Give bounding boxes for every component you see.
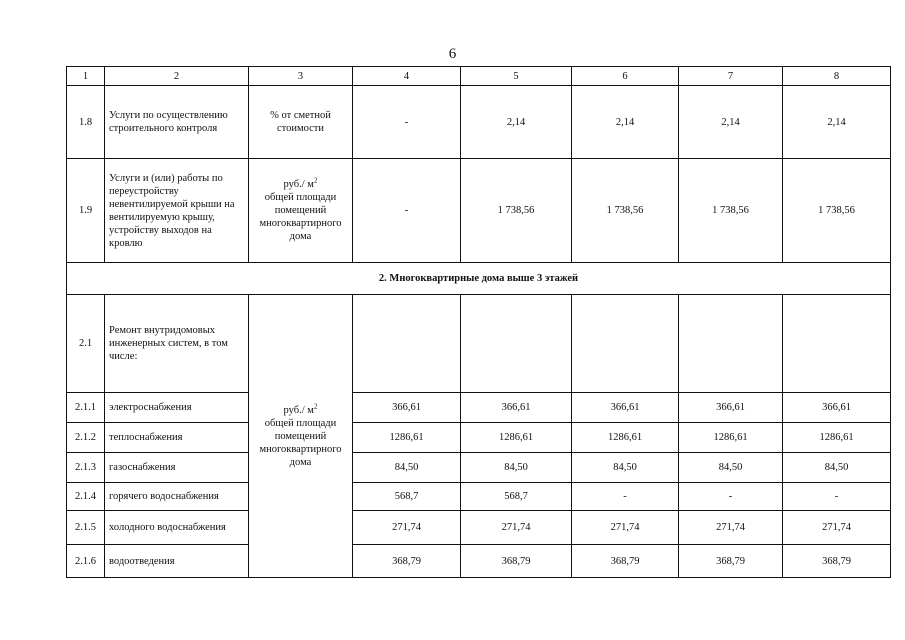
value-cell: 271,74 <box>353 511 461 545</box>
value-cell: 366,61 <box>461 393 572 423</box>
value-cell: 1286,61 <box>353 423 461 453</box>
tariff-table <box>66 66 891 578</box>
service-name: газоснабжения <box>105 453 249 483</box>
value-cell: 368,79 <box>353 545 461 578</box>
header-row <box>67 67 891 86</box>
row-number: 2.1.6 <box>67 545 105 578</box>
value-cell: - <box>783 483 891 511</box>
header-cell: 2 <box>105 67 249 86</box>
value-cell: 84,50 <box>783 453 891 483</box>
value-cell: 1 738,56 <box>461 159 572 263</box>
row-number: 2.1.3 <box>67 453 105 483</box>
table-row <box>67 423 891 453</box>
row-number: 2.1.5 <box>67 511 105 545</box>
unit-rest: общей площади помещений многоквартирного дома <box>259 417 342 468</box>
table-row <box>67 511 891 545</box>
header-cell: 6 <box>572 67 679 86</box>
value-cell: 1286,61 <box>783 423 891 453</box>
service-name: Ремонт внутридомовых инженерных систем, в том числе: <box>105 295 249 393</box>
value-cell <box>461 295 572 393</box>
unit-main: руб./ м <box>283 404 314 416</box>
section-title: 2. Многоквартирные дома выше 3 этажей <box>67 263 891 295</box>
value-cell: 568,7 <box>353 483 461 511</box>
value-cell: 368,79 <box>572 545 679 578</box>
value-cell <box>353 295 461 393</box>
page-number: 6 <box>448 46 457 62</box>
service-name: холодного водоснабжения <box>105 511 249 545</box>
header-cell: 8 <box>783 67 891 86</box>
row-number: 1.8 <box>67 86 105 159</box>
header-cell: 7 <box>679 67 783 86</box>
unit-rest: общей площади помещений многоквартирного дома <box>259 192 342 242</box>
value-cell: - <box>679 483 783 511</box>
value-cell <box>783 295 891 393</box>
service-name: Услуги по осуществлению строительного контроля <box>105 86 249 159</box>
value-cell: - <box>353 159 461 263</box>
value-cell: 1286,61 <box>572 423 679 453</box>
value-cell: 1 738,56 <box>572 159 679 263</box>
value-cell: 368,79 <box>461 545 572 578</box>
service-name: Услуги и (или) работы по переустройству невентилируемой крыши на вентилируемую крышу, устройству выходов на кровлю <box>105 159 249 263</box>
section-row <box>67 263 891 295</box>
value-cell: 271,74 <box>679 511 783 545</box>
service-name: теплоснабжения <box>105 423 249 453</box>
value-cell: 84,50 <box>461 453 572 483</box>
value-cell <box>679 295 783 393</box>
value-cell: - <box>572 483 679 511</box>
table-row <box>67 545 891 578</box>
service-name: электроснабжения <box>105 393 249 423</box>
header-cell: 1 <box>67 67 105 86</box>
table-row <box>67 393 891 423</box>
table-row <box>67 295 891 393</box>
value-cell: 84,50 <box>353 453 461 483</box>
value-cell: 568,7 <box>461 483 572 511</box>
value-cell: 368,79 <box>679 545 783 578</box>
value-cell: 366,61 <box>783 393 891 423</box>
value-cell: - <box>353 86 461 159</box>
unit-superscript: 2 <box>313 176 318 185</box>
unit-superscript: 2 <box>313 402 318 410</box>
value-cell: 271,74 <box>461 511 572 545</box>
unit-cell <box>249 295 353 578</box>
value-cell: 2,14 <box>783 86 891 159</box>
service-name: горячего водоснабжения <box>105 483 249 511</box>
header-cell: 3 <box>249 67 353 86</box>
table-row <box>67 483 891 511</box>
value-cell: 366,61 <box>353 393 461 423</box>
header-cell: 5 <box>461 67 572 86</box>
header-cell: 4 <box>353 67 461 86</box>
row-number: 2.1.2 <box>67 423 105 453</box>
row-number: 1.9 <box>67 159 105 263</box>
value-cell: 366,61 <box>572 393 679 423</box>
row-number: 2.1 <box>67 295 105 393</box>
value-cell: 84,50 <box>679 453 783 483</box>
value-cell: 271,74 <box>783 511 891 545</box>
table-row <box>67 86 891 159</box>
value-cell: 271,74 <box>572 511 679 545</box>
unit-main: руб./ м <box>283 179 314 190</box>
value-cell <box>572 295 679 393</box>
unit-cell <box>249 159 353 263</box>
value-cell: 84,50 <box>572 453 679 483</box>
row-number: 2.1.1 <box>67 393 105 423</box>
unit-cell: % от сметной стоимости <box>249 86 353 159</box>
value-cell: 1286,61 <box>461 423 572 453</box>
value-cell: 1 738,56 <box>679 159 783 263</box>
value-cell: 2,14 <box>679 86 783 159</box>
value-cell: 366,61 <box>679 393 783 423</box>
value-cell: 2,14 <box>572 86 679 159</box>
table-row <box>67 159 891 263</box>
value-cell: 1 738,56 <box>783 159 891 263</box>
value-cell: 368,79 <box>783 545 891 578</box>
value-cell: 2,14 <box>461 86 572 159</box>
table-row <box>67 453 891 483</box>
row-number: 2.1.4 <box>67 483 105 511</box>
value-cell: 1286,61 <box>679 423 783 453</box>
service-name: водоотведения <box>105 545 249 578</box>
